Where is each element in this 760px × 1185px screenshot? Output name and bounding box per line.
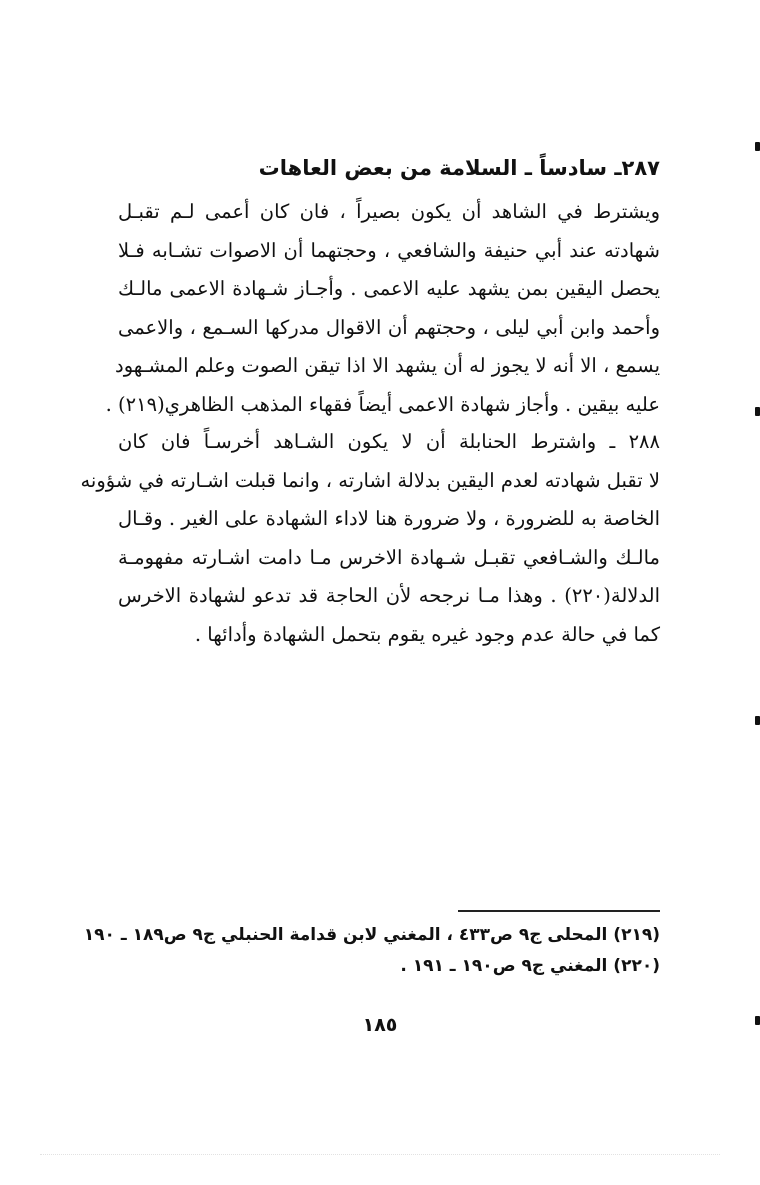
footnote-divider: [458, 910, 660, 912]
text-line: ويشترط في الشاهد أن يكون بصيراً ، فان كان أعمى لـم تقبـل: [118, 200, 660, 223]
paragraph-1: [105, 193, 660, 424]
footnotes: [83, 920, 660, 982]
text-line: شهادته عند أبي حنيفة والشافعي ، وحجتهما أن الاصوات تشـابه فـلا: [118, 238, 660, 262]
section-heading: ٢٨٧ـ سادساً ـ السلامة من بعض العاهات: [258, 156, 660, 180]
text-line: الدلالة(٢٢٠) . وهذا مـا نرجحه لأن الحاجة قد تدعو لشهادة الاخرس: [118, 584, 660, 607]
text-line: يسمع ، الا أنه لا يجوز له أن يشهد الا اذا تيقن الصوت وعلم المشـهود: [115, 354, 660, 377]
page-number: ١٨٥: [362, 1014, 398, 1036]
paragraph-2: [80, 423, 660, 654]
text-line: ٢٨٨ ـ واشترط الحنابلة أن لا يكون الشـاهد أخرسـاً فان كان: [118, 430, 660, 453]
scan-edge-mark: [755, 142, 760, 151]
text-line: كما في حالة عدم وجود غيره يقوم بتحمل الشهادة وأدائها .: [194, 622, 660, 646]
text-line: عليه بيقين . وأجاز شهادة الاعمى أيضاً فقهاء المذهب الظاهري(٢١٩) .: [105, 392, 660, 416]
scan-edge-mark: [755, 407, 760, 416]
text-line: لا تقبل شهادته لعدم اليقين بدلالة اشارته ، وانما قبلت اشـارته في شؤونه: [80, 468, 660, 492]
text-line: وأحمد وابن أبي ليلى ، وحجتهم أن الاقوال مدركها السـمع ، والاعمى: [118, 315, 660, 339]
text-line: يحصل اليقين بمن يشهد عليه الاعمى . وأجـاز شـهادة الاعمى مالـك: [118, 277, 660, 300]
footnote-220: (٢٢٠) المغني ج٩ ص١٩٠ ـ ١٩١ .: [400, 956, 660, 976]
text-line: مالـك والشـافعي تقبـل شـهادة الاخرس مـا دامت اشـارته مفهومـة: [118, 545, 660, 569]
scan-edge-mark: [755, 1016, 760, 1025]
footnote-219: (٢١٩) المحلى ج٩ ص٤٣٣ ، المغني لابن قدامة الحنبلي ج٩ ص١٨٩ ـ ١٩٠: [83, 925, 660, 945]
text-line: الخاصة به للضرورة ، ولا ضرورة هنا لاداء الشهادة على الغير . وقـال: [118, 507, 660, 530]
scan-edge-mark: [755, 716, 760, 725]
scan-noise: [40, 1154, 720, 1157]
